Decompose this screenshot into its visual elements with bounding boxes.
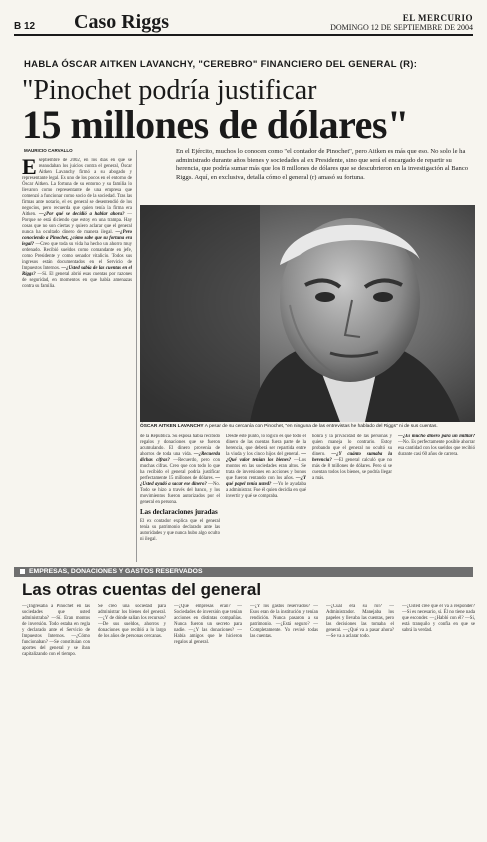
column-text: —Porque se está diciendo que estoy en una trampa. Hay cosas que no son ciertas y quiero aclarar que el general nunca ha ocultado dinero de manera ilegal.	[22, 212, 132, 235]
subhead-declaraciones: Las declaraciones juradas	[140, 508, 218, 516]
question: —¿Usted sabía de las cuentas en el Riggs?	[22, 266, 132, 277]
second-column-2: Se creó una sociedad para administrar los bienes del general. —¿Y de dónde salían los recursos? —De sus sueldos, ahorros y donaciones que recibió a lo largo de los años de personas cercanas.	[98, 604, 166, 639]
drop-cap: E	[22, 158, 37, 179]
second-column-4: —¿Y los gastos reservados? —Esos eran de la institución y tenían rendición. Nunca pasaron a su patrimonio. —¿Está seguro? —Completamente. Yo revisé todas las cuentas.	[250, 604, 318, 639]
column-text: de la República. Su esposa había recibido regalos y donaciones que se fueron acumulando. El dinero provenía de ahorros de toda una vida.	[140, 434, 220, 457]
question: —¿Y cuánto sumaba la herencia?	[312, 452, 392, 463]
column-text: septiembre de 2002, en los días en que se reanudaban los juicios contra el general, Óscar Aitken Lavanchy firmó a su abogado y representante legal. Es uno de los pocos en el entorno de Óscar Aitken. La fortuna de su entorno y su familia lo llevaron como representante de una empresa que comenzó a funcionar como socio de la sociedad. Tras las firmas ante notario, el ex general se desentendió de los negocios, pero recuerda que quien tenía la firma era Aitken.	[22, 158, 132, 217]
column-text: —Los montos en las sociedades eran altos. Se trata de inversiones en acciones y bonos que fueron rentando con los años.	[226, 458, 306, 481]
column-text: honra y la privacidad de las personas y quien maneja lo contrario. Estoy probando que el general no ocultó su dinero.	[312, 434, 392, 457]
masthead-name: EL MERCURIO	[402, 13, 473, 23]
page-header	[14, 10, 473, 32]
article-column-5	[398, 434, 475, 562]
article-column-3	[226, 434, 306, 562]
column-text: —Creo que toda su vida ha hecho un ahorro muy ordenado. Recibió sueldos como comandante en jefe, como Presidente y como senador vitalicio. Todos sus ingresos están documentados en el Servicio de Impuestos Internos.	[22, 242, 132, 271]
caption-name: ÓSCAR AITKEN LAVANCHY	[140, 424, 204, 429]
second-headline: Las otras cuentas del general	[22, 580, 262, 599]
page-number: B 12	[14, 21, 36, 32]
column-divider	[136, 150, 137, 562]
headline-line-2: 15 millones de dólares"	[22, 102, 409, 147]
byline: MAURICIO CARVALLO	[24, 148, 73, 153]
article-kicker: HABLA ÓSCAR AITKEN LAVANCHY, "CEREBRO" FINANCIERO DEL GENERAL (R):	[24, 59, 418, 70]
section-band-label: EMPRESAS, DONACIONES Y GASTOS RESERVADOS	[29, 568, 203, 575]
column-text: Desde este punto, lo lógico es que todo el dinero de las cuentas fuera parte de la herencia, que deberá ser repartida entre la viuda y los cinco hijos del general.	[226, 434, 306, 457]
article-column-2	[140, 434, 220, 562]
section-band	[14, 567, 473, 577]
portrait-photo	[140, 205, 475, 422]
headline-line-1: "Pinochet podría justificar	[22, 75, 317, 106]
article-intro: En el Ejército, muchos lo conocen como "el contador de Pinochet", pero Aitken es más que eso. No solo le ha administrado durante años bienes y sociedades al ex Presidente, sino que será el encargado de repartir su herencia, que podría sumar más que los 8 millones de dólares que se descubrieron en la investigación al Banco Riggs. Aquí, en exclusiva, detalla cómo el general (r) amasó su fortuna.	[176, 148, 469, 181]
masthead	[330, 14, 473, 32]
question: —¿Por qué se decidió a hablar ahora?	[38, 212, 125, 217]
photo-caption	[140, 424, 475, 430]
second-column-5: —¿Cuál era su rol? —Administrador. Manejaba los papeles y llevaba las cuentas, pero las decisiones las tomaba el general. —¿Qué va a pasar ahora? —Se va a aclarar todo.	[326, 604, 394, 639]
question: —¿Y qué papel tenía usted?	[226, 476, 306, 487]
second-column-3: —¿Qué empresas eran? —Sociedades de inversión que tenían acciones en distintas compañías. Nunca fueron un secreto para nadie. —¿Y las donaciones? —Había amigos que le hicieron regalos al general.	[174, 604, 242, 645]
caption-text: A pesar de su cercanía con Pinochet, "en ninguna de las entrevistas he hablado del Riggs" ni de sus cuentas.	[204, 424, 438, 429]
square-bullet-icon	[20, 569, 25, 574]
question: —¿Es mucho dinero para un militar?	[398, 434, 475, 439]
second-column-1: —¿Ingresaba a Pinochet en las sociedades que usted administraba? —Sí. Eran montos de inversión. Todo estaba en regla y declarado ante el Servicio de Impuestos Internos. —¿Cómo funcionaban? —Se constituían con aportes del general y se iban capitalizando con el tiempo.	[22, 604, 90, 657]
date-line: DOMINGO 12 DE SEPTIEMBRE DE 2004	[330, 23, 473, 32]
question: —¿Pero conociendo a Pinochet, ¿cómo sabe que su fortuna era legal?	[22, 230, 132, 247]
second-column-6: —¿Usted cree que él va a responder? —Si es necesario, sí. Él no tiene nada que esconder. —¿Habló con él? —Sí, está tranquilo y confía en que se sabrá la verdad.	[402, 604, 475, 633]
article-column-1	[22, 158, 132, 560]
column-text: —No. Es perfectamente posible ahorrar esa cantidad con los sueldos que recibió durante casi 60 años de carrera.	[398, 440, 475, 457]
column-text: —El general calculó que no más de 8 millones de dólares. Pero si se cuentan todos los bienes, se podría llegar a más.	[312, 458, 392, 481]
question: —¿Qué valor tenían los bienes?	[226, 452, 306, 463]
question: —¿Recuerda dichas cifras?	[140, 452, 220, 463]
article-column-4	[312, 434, 392, 562]
column-text: El ex contador explica que el general tenía su patrimonio declarado ante las autoridades y que nunca hubo algo oculto ni ilegal.	[140, 519, 220, 542]
column-text: —No. Todo se hizo a través del banco, y los movimientos fueron autorizados por el general en persona.	[140, 482, 220, 505]
question: —¿Usted ayudó a sacar ese dinero?	[140, 476, 220, 487]
column-text: —Recuerdo, pero con muchas cifras. Creo que con todo lo que ha recibido el general podría justificar perfectamente 15 millones de dólares.	[140, 458, 220, 481]
portrait-photo-graphic	[140, 205, 475, 422]
header-rule	[14, 34, 473, 36]
section-title: Caso Riggs	[74, 11, 170, 33]
column-text: —Sí. El general abrió esas cuentas por razones de seguridad, en momentos en que había amenazas contra su familia.	[22, 272, 132, 289]
column-text: —Yo le ayudaba a administrar. Fue él quien decidía en qué invertir y qué se compraba.	[226, 482, 306, 499]
